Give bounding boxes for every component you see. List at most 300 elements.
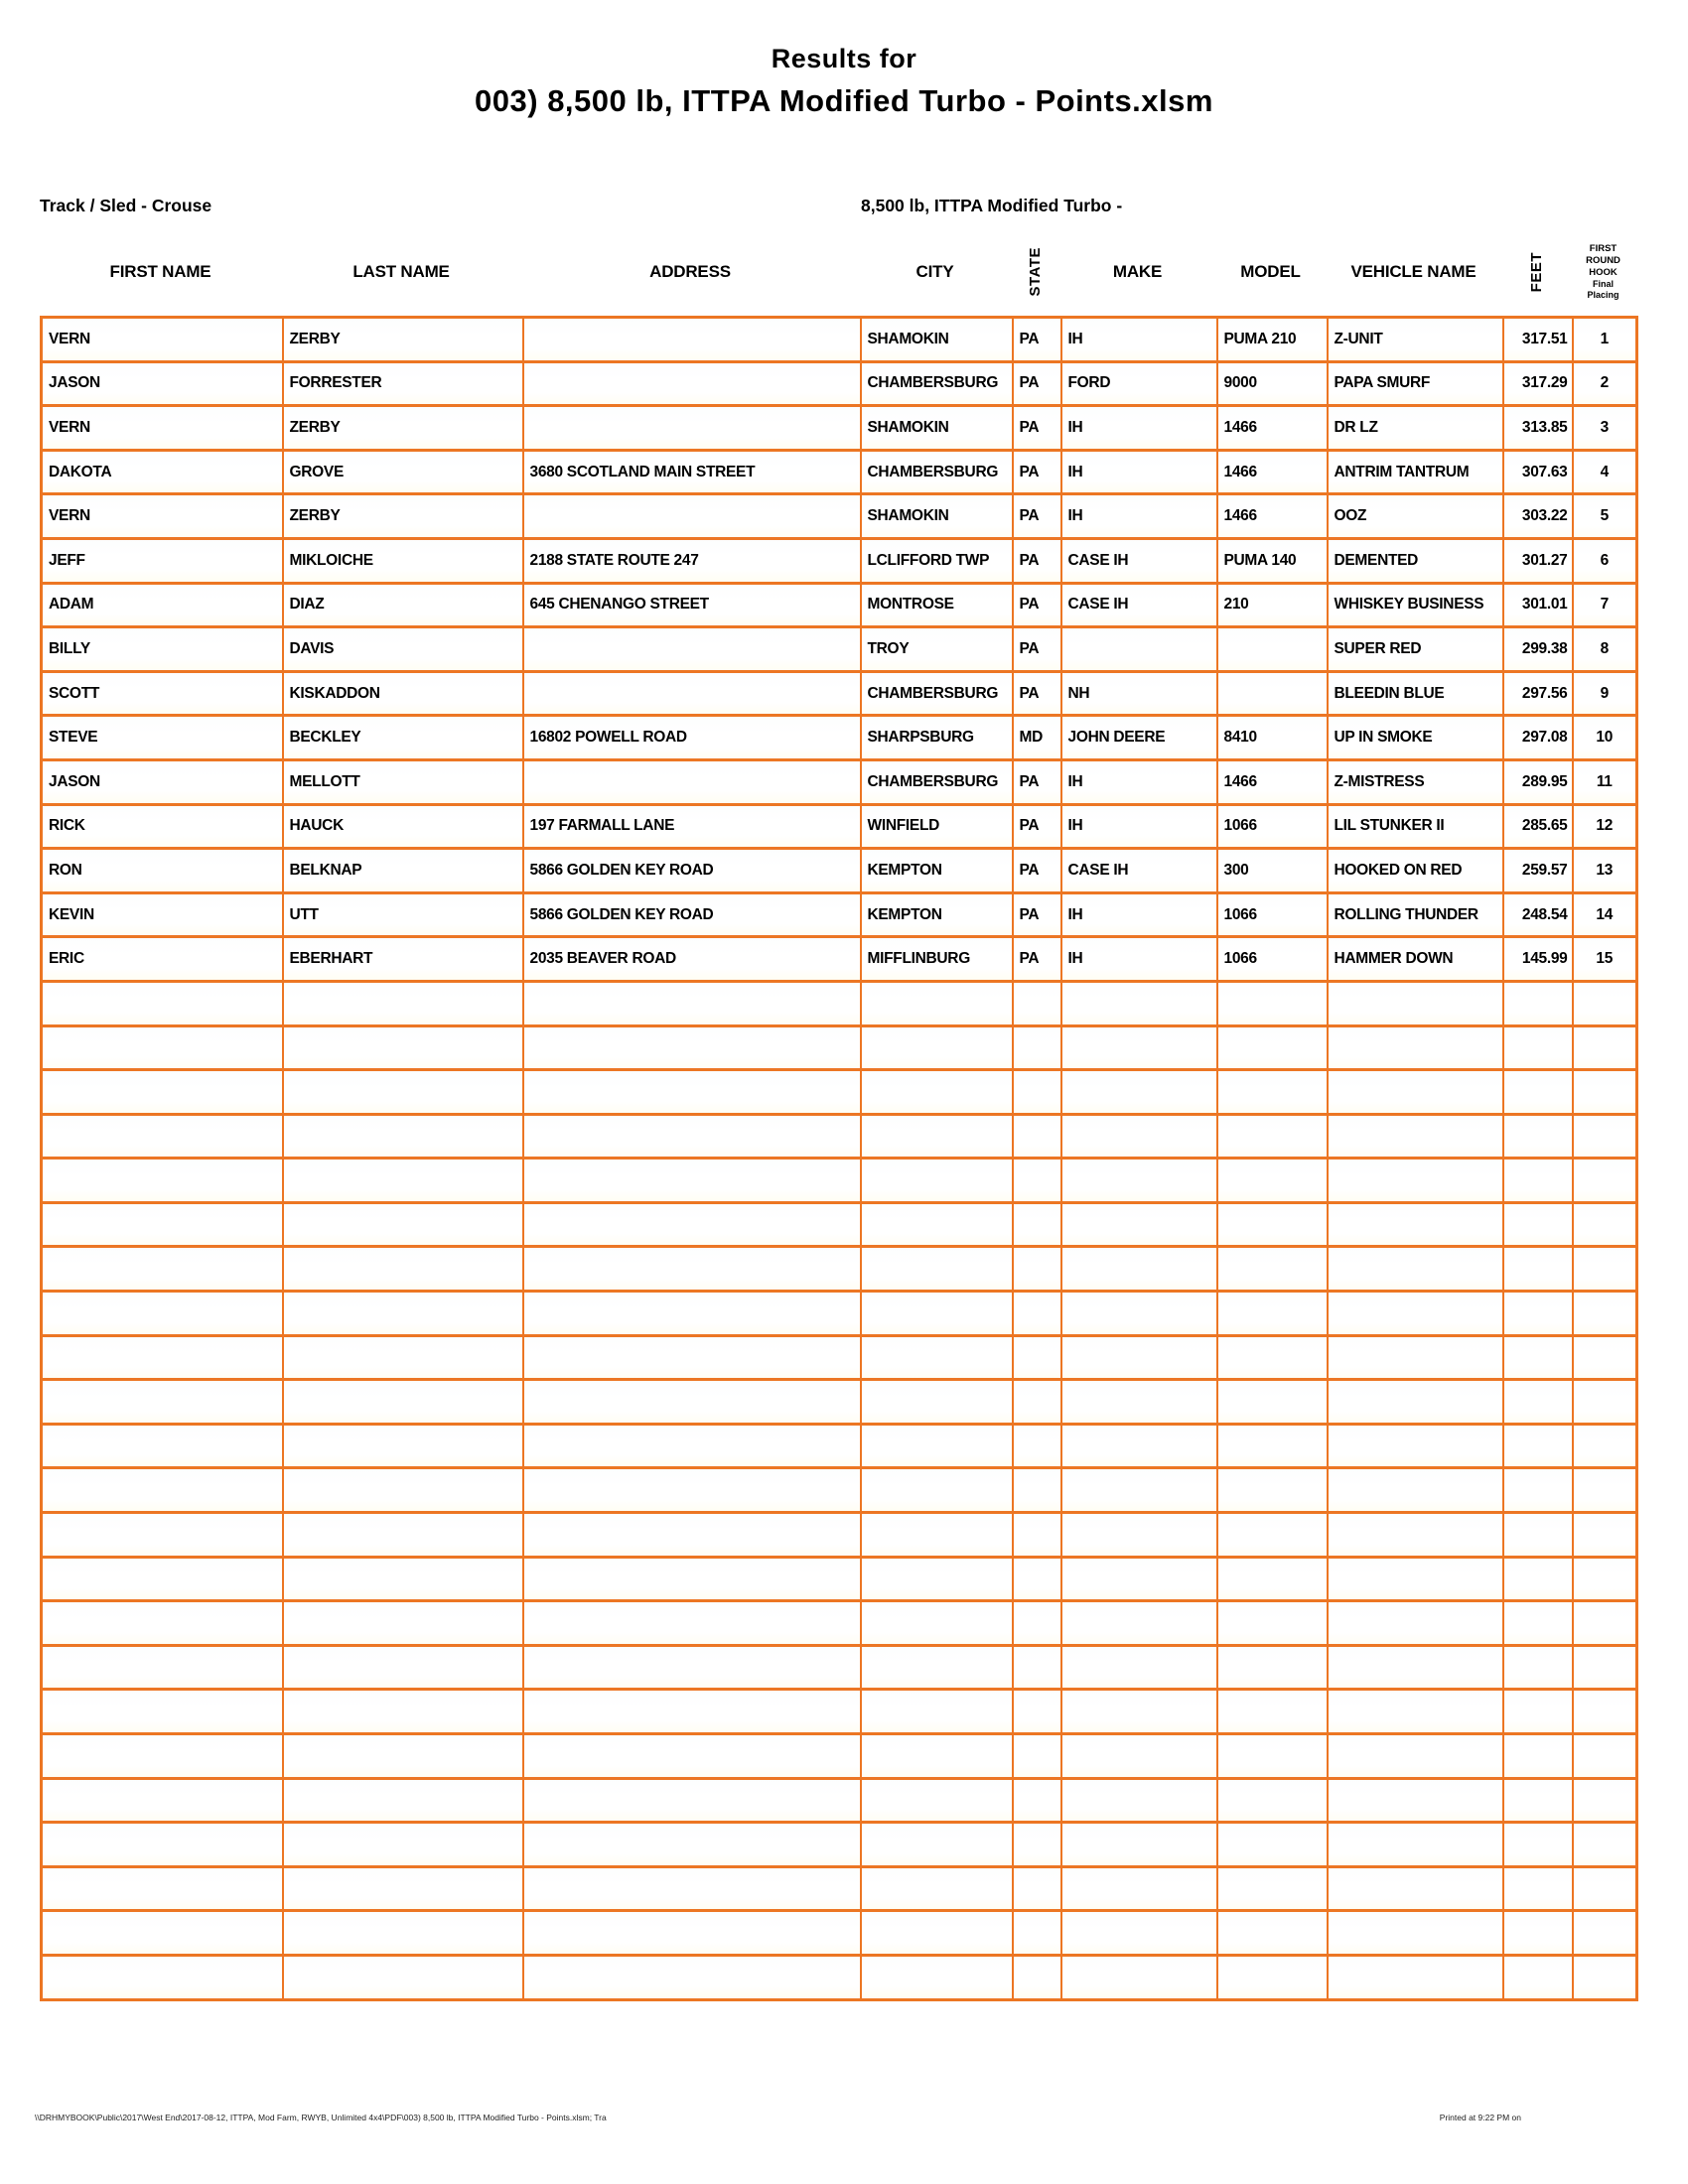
empty-cell-last_name (283, 1380, 523, 1425)
empty-cell-placing (1573, 1335, 1637, 1380)
empty-cell-last_name (283, 1690, 523, 1734)
cell-feet: 317.29 (1503, 361, 1573, 406)
cell-state: PA (1013, 318, 1061, 362)
empty-cell-state (1013, 1380, 1061, 1425)
empty-cell-city (861, 1159, 1013, 1203)
empty-cell-last_name (283, 1601, 523, 1646)
cell-last_name: FORRESTER (283, 361, 523, 406)
empty-cell-make (1061, 1424, 1217, 1468)
empty-cell-model (1217, 1866, 1328, 1911)
cell-make: CASE IH (1061, 583, 1217, 627)
column-header-placing (1571, 228, 1635, 316)
cell-make: IH (1061, 804, 1217, 849)
empty-cell-placing (1573, 1247, 1637, 1292)
empty-cell-model (1217, 1778, 1328, 1823)
empty-cell-model (1217, 1911, 1328, 1956)
cell-model: 8410 (1217, 716, 1328, 760)
empty-cell-feet (1503, 1070, 1573, 1115)
cell-make: CASE IH (1061, 538, 1217, 583)
cell-model: 1066 (1217, 937, 1328, 982)
cell-first_name: KEVIN (42, 892, 283, 937)
table-row (42, 716, 1637, 760)
empty-cell-placing (1573, 1380, 1637, 1425)
empty-table-row (42, 1335, 1637, 1380)
cell-first_name: JASON (42, 361, 283, 406)
cell-feet: 297.08 (1503, 716, 1573, 760)
empty-cell-last_name (283, 1557, 523, 1601)
table-row (42, 937, 1637, 982)
empty-cell-placing (1573, 1911, 1637, 1956)
cell-feet: 259.57 (1503, 849, 1573, 893)
cell-city: CHAMBERSBURG (861, 671, 1013, 716)
footer-file-path: \\DRHMYBOOK\Public\2017\West End\2017-08-12, ITTPA, Mod Farm, RWYB, Unlimited 4x4\PDF\003) 8,500 lb, ITTPA Modified Turbo - Points.xlsm; Tra (35, 2113, 607, 2122)
empty-cell-feet (1503, 1778, 1573, 1823)
cell-city: MIFFLINBURG (861, 937, 1013, 982)
empty-cell-vehicle_name (1328, 1690, 1503, 1734)
empty-cell-address (523, 1823, 861, 1867)
empty-cell-first_name (42, 1955, 283, 1999)
column-header-label: MODEL (1240, 262, 1301, 281)
empty-cell-placing (1573, 1601, 1637, 1646)
cell-last_name: UTT (283, 892, 523, 937)
empty-cell-city (861, 1292, 1013, 1336)
empty-cell-last_name (283, 1866, 523, 1911)
empty-cell-first_name (42, 1690, 283, 1734)
empty-cell-first_name (42, 1468, 283, 1513)
empty-cell-state (1013, 1114, 1061, 1159)
empty-cell-address (523, 1380, 861, 1425)
empty-cell-state (1013, 1645, 1061, 1690)
cell-address (523, 759, 861, 804)
cell-city: TROY (861, 627, 1013, 672)
cell-make: IH (1061, 318, 1217, 362)
cell-address (523, 318, 861, 362)
empty-cell-state (1013, 1778, 1061, 1823)
cell-model (1217, 671, 1328, 716)
cell-state: PA (1013, 361, 1061, 406)
empty-table-row (42, 1114, 1637, 1159)
empty-cell-address (523, 1070, 861, 1115)
cell-model: 1066 (1217, 892, 1328, 937)
cell-make: NH (1061, 671, 1217, 716)
cell-vehicle_name: WHISKEY BUSINESS (1328, 583, 1503, 627)
cell-first_name: RICK (42, 804, 283, 849)
empty-table-row (42, 981, 1637, 1025)
empty-cell-placing (1573, 981, 1637, 1025)
empty-cell-address (523, 1911, 861, 1956)
empty-cell-placing (1573, 1424, 1637, 1468)
cell-address: 5866 GOLDEN KEY ROAD (523, 849, 861, 893)
empty-cell-last_name (283, 1247, 523, 1292)
cell-feet: 301.27 (1503, 538, 1573, 583)
empty-cell-placing (1573, 1734, 1637, 1779)
empty-cell-model (1217, 1114, 1328, 1159)
empty-cell-feet (1503, 1159, 1573, 1203)
empty-cell-first_name (42, 1159, 283, 1203)
column-header-line: FIRST (1589, 242, 1618, 254)
empty-cell-last_name (283, 1202, 523, 1247)
cell-model: 210 (1217, 583, 1328, 627)
cell-make: CASE IH (1061, 849, 1217, 893)
cell-last_name: MELLOTT (283, 759, 523, 804)
cell-placing: 1 (1573, 318, 1637, 362)
empty-cell-vehicle_name (1328, 1070, 1503, 1115)
results-table-body (42, 318, 1637, 2000)
empty-cell-address (523, 1734, 861, 1779)
empty-cell-address (523, 1778, 861, 1823)
cell-city: CHAMBERSBURG (861, 450, 1013, 494)
empty-cell-state (1013, 1424, 1061, 1468)
empty-cell-make (1061, 1690, 1217, 1734)
empty-cell-placing (1573, 1513, 1637, 1558)
cell-make (1061, 627, 1217, 672)
empty-cell-feet (1503, 1468, 1573, 1513)
empty-cell-vehicle_name (1328, 1114, 1503, 1159)
cell-state: PA (1013, 892, 1061, 937)
empty-cell-city (861, 1734, 1013, 1779)
cell-city: SHAMOKIN (861, 494, 1013, 539)
empty-cell-placing (1573, 1557, 1637, 1601)
empty-cell-city (861, 1424, 1013, 1468)
empty-table-row (42, 1601, 1637, 1646)
cell-vehicle_name: ANTRIM TANTRUM (1328, 450, 1503, 494)
empty-cell-address (523, 1557, 861, 1601)
column-header-city (859, 228, 1011, 316)
column-header-line: Final (1592, 278, 1614, 289)
empty-cell-first_name (42, 1025, 283, 1070)
empty-cell-first_name (42, 1734, 283, 1779)
empty-cell-feet (1503, 1601, 1573, 1646)
table-row (42, 406, 1637, 451)
empty-cell-model (1217, 1292, 1328, 1336)
cell-feet: 303.22 (1503, 494, 1573, 539)
empty-cell-vehicle_name (1328, 1468, 1503, 1513)
empty-cell-state (1013, 1823, 1061, 1867)
cell-make: IH (1061, 759, 1217, 804)
cell-first_name: SCOTT (42, 671, 283, 716)
empty-cell-vehicle_name (1328, 1645, 1503, 1690)
empty-cell-make (1061, 1380, 1217, 1425)
cell-first_name: RON (42, 849, 283, 893)
cell-model: 1466 (1217, 759, 1328, 804)
empty-cell-first_name (42, 1380, 283, 1425)
cell-vehicle_name: ROLLING THUNDER (1328, 892, 1503, 937)
cell-first_name: STEVE (42, 716, 283, 760)
empty-cell-model (1217, 1380, 1328, 1425)
empty-cell-make (1061, 1645, 1217, 1690)
empty-table-row (42, 1025, 1637, 1070)
empty-cell-address (523, 1292, 861, 1336)
empty-cell-make (1061, 1202, 1217, 1247)
empty-cell-city (861, 1866, 1013, 1911)
cell-state: PA (1013, 627, 1061, 672)
cell-vehicle_name: SUPER RED (1328, 627, 1503, 672)
empty-cell-state (1013, 981, 1061, 1025)
empty-table-row (42, 1159, 1637, 1203)
column-header-label: VEHICLE NAME (1350, 262, 1477, 281)
empty-cell-vehicle_name (1328, 1513, 1503, 1558)
empty-cell-feet (1503, 1247, 1573, 1292)
cell-city: SHARPSBURG (861, 716, 1013, 760)
column-header-label: LAST NAME (352, 262, 450, 281)
empty-cell-vehicle_name (1328, 1601, 1503, 1646)
empty-cell-make (1061, 1866, 1217, 1911)
empty-cell-address (523, 1468, 861, 1513)
cell-make: IH (1061, 406, 1217, 451)
cell-first_name: ERIC (42, 937, 283, 982)
empty-cell-make (1061, 1911, 1217, 1956)
empty-cell-model (1217, 1468, 1328, 1513)
empty-cell-last_name (283, 1025, 523, 1070)
cell-model: PUMA 210 (1217, 318, 1328, 362)
empty-cell-address (523, 1645, 861, 1690)
cell-state: PA (1013, 406, 1061, 451)
empty-cell-feet (1503, 1557, 1573, 1601)
empty-cell-last_name (283, 1734, 523, 1779)
cell-vehicle_name: PAPA SMURF (1328, 361, 1503, 406)
cell-vehicle_name: Z-MISTRESS (1328, 759, 1503, 804)
table-row (42, 494, 1637, 539)
empty-cell-make (1061, 1734, 1217, 1779)
empty-table-row (42, 1778, 1637, 1823)
empty-cell-address (523, 1690, 861, 1734)
cell-placing: 13 (1573, 849, 1637, 893)
empty-cell-last_name (283, 1114, 523, 1159)
cell-first_name: JEFF (42, 538, 283, 583)
empty-cell-placing (1573, 1645, 1637, 1690)
empty-cell-make (1061, 1070, 1217, 1115)
empty-cell-first_name (42, 1778, 283, 1823)
cell-last_name: DAVIS (283, 627, 523, 672)
empty-table-row (42, 1070, 1637, 1115)
empty-cell-city (861, 1202, 1013, 1247)
page-subtitle-filename: 003) 8,500 lb, ITTPA Modified Turbo - Points.xlsm (475, 83, 1213, 118)
cell-placing: 4 (1573, 450, 1637, 494)
cell-vehicle_name: HAMMER DOWN (1328, 937, 1503, 982)
empty-cell-make (1061, 1025, 1217, 1070)
empty-table-row (42, 1513, 1637, 1558)
cell-feet: 297.56 (1503, 671, 1573, 716)
empty-cell-city (861, 981, 1013, 1025)
empty-cell-feet (1503, 1335, 1573, 1380)
empty-cell-first_name (42, 1247, 283, 1292)
cell-make: FORD (1061, 361, 1217, 406)
column-header-label: ADDRESS (649, 262, 731, 281)
empty-cell-city (861, 1823, 1013, 1867)
empty-cell-last_name (283, 1823, 523, 1867)
table-row (42, 318, 1637, 362)
empty-cell-last_name (283, 1513, 523, 1558)
empty-cell-address (523, 981, 861, 1025)
empty-cell-placing (1573, 1025, 1637, 1070)
table-row (42, 671, 1637, 716)
cell-model (1217, 627, 1328, 672)
empty-cell-city (861, 1690, 1013, 1734)
cell-model: 1466 (1217, 494, 1328, 539)
column-header-line: HOOK (1589, 266, 1618, 278)
empty-cell-vehicle_name (1328, 1734, 1503, 1779)
empty-cell-state (1013, 1070, 1061, 1115)
empty-cell-last_name (283, 1778, 523, 1823)
empty-cell-make (1061, 1823, 1217, 1867)
column-header-label: FIRST NAME (109, 262, 211, 281)
empty-cell-make (1061, 981, 1217, 1025)
empty-cell-address (523, 1335, 861, 1380)
empty-cell-make (1061, 1335, 1217, 1380)
column-header-line: Placing (1587, 289, 1619, 300)
empty-cell-city (861, 1955, 1013, 1999)
cell-last_name: BECKLEY (283, 716, 523, 760)
empty-cell-first_name (42, 981, 283, 1025)
results-table (40, 316, 1638, 2001)
cell-state: PA (1013, 450, 1061, 494)
cell-feet: 313.85 (1503, 406, 1573, 451)
empty-cell-model (1217, 1557, 1328, 1601)
empty-cell-placing (1573, 1070, 1637, 1115)
cell-last_name: DIAZ (283, 583, 523, 627)
empty-cell-city (861, 1468, 1013, 1513)
cell-state: MD (1013, 716, 1061, 760)
page-title: Results for (771, 44, 917, 73)
empty-cell-placing (1573, 1202, 1637, 1247)
empty-cell-model (1217, 1070, 1328, 1115)
empty-cell-first_name (42, 1424, 283, 1468)
empty-cell-first_name (42, 1114, 283, 1159)
empty-table-row (42, 1734, 1637, 1779)
empty-cell-placing (1573, 1778, 1637, 1823)
empty-cell-feet (1503, 1292, 1573, 1336)
empty-cell-state (1013, 1911, 1061, 1956)
empty-cell-state (1013, 1955, 1061, 1999)
empty-cell-state (1013, 1202, 1061, 1247)
cell-feet: 248.54 (1503, 892, 1573, 937)
empty-cell-first_name (42, 1292, 283, 1336)
cell-vehicle_name: UP IN SMOKE (1328, 716, 1503, 760)
empty-cell-first_name (42, 1645, 283, 1690)
empty-cell-vehicle_name (1328, 1247, 1503, 1292)
cell-last_name: EBERHART (283, 937, 523, 982)
cell-placing: 12 (1573, 804, 1637, 849)
cell-feet: 145.99 (1503, 937, 1573, 982)
empty-cell-feet (1503, 1690, 1573, 1734)
cell-address: 3680 SCOTLAND MAIN STREET (523, 450, 861, 494)
cell-address: 5866 GOLDEN KEY ROAD (523, 892, 861, 937)
cell-city: CHAMBERSBURG (861, 361, 1013, 406)
empty-table-row (42, 1292, 1637, 1336)
cell-placing: 8 (1573, 627, 1637, 672)
empty-cell-vehicle_name (1328, 1335, 1503, 1380)
column-header-model (1215, 228, 1326, 316)
cell-feet: 289.95 (1503, 759, 1573, 804)
column-header-vehicle_name (1326, 228, 1501, 316)
cell-model: 300 (1217, 849, 1328, 893)
empty-cell-placing (1573, 1955, 1637, 1999)
empty-cell-vehicle_name (1328, 1424, 1503, 1468)
empty-cell-vehicle_name (1328, 1025, 1503, 1070)
empty-cell-last_name (283, 1424, 523, 1468)
empty-cell-city (861, 1335, 1013, 1380)
cell-address: 2188 STATE ROUTE 247 (523, 538, 861, 583)
empty-cell-feet (1503, 1202, 1573, 1247)
column-header-label: MAKE (1112, 262, 1163, 281)
cell-state: PA (1013, 583, 1061, 627)
cell-state: PA (1013, 804, 1061, 849)
column-header-feet (1501, 228, 1571, 316)
cell-last_name: HAUCK (283, 804, 523, 849)
cell-feet: 317.51 (1503, 318, 1573, 362)
empty-cell-model (1217, 1025, 1328, 1070)
empty-cell-state (1013, 1690, 1061, 1734)
cell-address: 16802 POWELL ROAD (523, 716, 861, 760)
empty-table-row (42, 1380, 1637, 1425)
empty-table-row (42, 1424, 1637, 1468)
cell-placing: 10 (1573, 716, 1637, 760)
table-row (42, 627, 1637, 672)
empty-cell-state (1013, 1734, 1061, 1779)
column-header-label: FEET (1527, 251, 1545, 293)
empty-cell-make (1061, 1513, 1217, 1558)
cell-feet: 299.38 (1503, 627, 1573, 672)
empty-cell-last_name (283, 1645, 523, 1690)
empty-cell-model (1217, 1202, 1328, 1247)
table-row (42, 538, 1637, 583)
column-header-label: STATE (1027, 247, 1044, 297)
empty-cell-address (523, 1955, 861, 1999)
cell-city: LCLIFFORD TWP (861, 538, 1013, 583)
empty-table-row (42, 1955, 1637, 1999)
cell-state: PA (1013, 937, 1061, 982)
empty-cell-vehicle_name (1328, 1778, 1503, 1823)
empty-cell-address (523, 1202, 861, 1247)
empty-cell-feet (1503, 1025, 1573, 1070)
empty-cell-state (1013, 1335, 1061, 1380)
empty-cell-city (861, 1380, 1013, 1425)
empty-cell-first_name (42, 1823, 283, 1867)
empty-cell-state (1013, 1025, 1061, 1070)
cell-city: CHAMBERSBURG (861, 759, 1013, 804)
column-header-last_name (281, 228, 521, 316)
empty-cell-model (1217, 1645, 1328, 1690)
empty-cell-make (1061, 1292, 1217, 1336)
empty-cell-first_name (42, 1866, 283, 1911)
empty-cell-model (1217, 1335, 1328, 1380)
table-row (42, 450, 1637, 494)
cell-make: IH (1061, 892, 1217, 937)
empty-cell-state (1013, 1513, 1061, 1558)
empty-table-row (42, 1866, 1637, 1911)
empty-cell-model (1217, 1690, 1328, 1734)
cell-last_name: KISKADDON (283, 671, 523, 716)
cell-placing: 7 (1573, 583, 1637, 627)
empty-cell-state (1013, 1292, 1061, 1336)
empty-cell-city (861, 1645, 1013, 1690)
cell-feet: 307.63 (1503, 450, 1573, 494)
cell-placing: 9 (1573, 671, 1637, 716)
cell-vehicle_name: HOOKED ON RED (1328, 849, 1503, 893)
column-header-label: CITY (915, 262, 954, 281)
cell-placing: 11 (1573, 759, 1637, 804)
table-row (42, 759, 1637, 804)
column-header-row (40, 228, 1635, 316)
empty-cell-city (861, 1513, 1013, 1558)
cell-make: JOHN DEERE (1061, 716, 1217, 760)
cell-last_name: ZERBY (283, 406, 523, 451)
cell-placing: 3 (1573, 406, 1637, 451)
cell-address (523, 406, 861, 451)
cell-placing: 5 (1573, 494, 1637, 539)
cell-first_name: ADAM (42, 583, 283, 627)
empty-cell-last_name (283, 1468, 523, 1513)
